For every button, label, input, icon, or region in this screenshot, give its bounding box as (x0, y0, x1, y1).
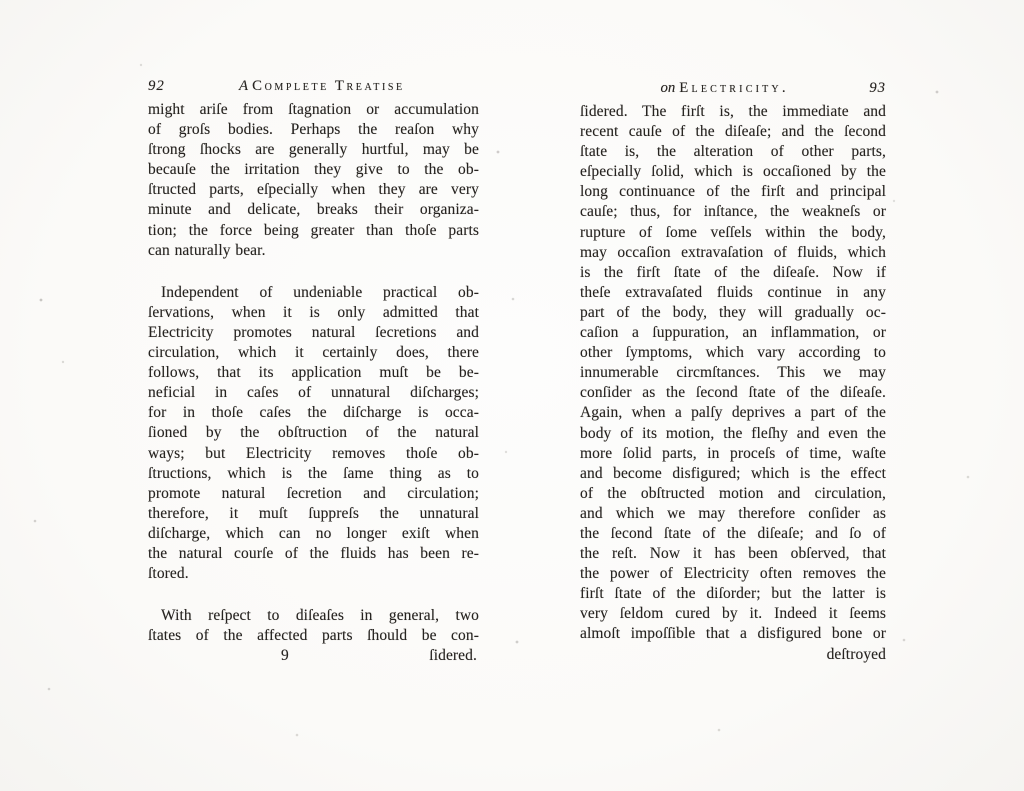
text-line: recent cauſe of the diſeaſe; and the ſecond (580, 123, 886, 141)
text-line: eſpecially ſolid, which is occaſioned by the (580, 163, 886, 181)
text-line: tion; the force being greater than thoſe parts (148, 221, 479, 239)
text-line: may occaſion extravaſation of fluids, which (580, 243, 886, 261)
text-line: very ſeldom cured by it. Indeed it ſeems (580, 605, 886, 623)
text-line: Again, when a palſy deprives a part of the (580, 404, 886, 422)
catchword-left: ſidered. (429, 647, 477, 665)
page-right (580, 80, 886, 665)
text-line: innumerable circmſtances. This we may (580, 364, 886, 382)
running-head-left (148, 78, 479, 100)
text-line: can naturally bear. (148, 241, 266, 259)
text-line: is the firſt ſtate of the diſeaſe. Now if (580, 263, 886, 281)
text-line: ſtrong ſhocks are generally hurtful, may be (148, 141, 479, 159)
text-line: of the obſtructed motion and circulation, (580, 484, 886, 502)
text-line: body of its motion, the fleſhy and even the (580, 424, 886, 442)
text-line: follows, that its application muſt be be- (148, 364, 479, 382)
text-line: the reſt. Now it has been obſerved, that (580, 545, 886, 563)
text-line: for in thoſe caſes the diſcharge is occa- (148, 404, 479, 422)
text-line: Electricity promotes natural ſecretions and (148, 323, 479, 341)
text-line: diſcharge, which can no longer exiſt when (148, 524, 479, 542)
text-line: the power of Electricity often removes the (580, 565, 886, 583)
running-title-text-right: Electricity. (679, 80, 789, 96)
body-text-right (580, 102, 886, 665)
text-line: ſervations, when it is only admitted that (148, 303, 479, 321)
running-title-right (580, 80, 869, 97)
body-text-left (148, 100, 479, 666)
text-line: therefore, it muſt ſuppreſs the unnatural (148, 504, 479, 522)
text-line: the natural courſe of the fluids has been re- (148, 544, 479, 562)
paragraph (148, 100, 479, 261)
text-line: ſtructions, which is the ſame thing as to (148, 464, 479, 482)
text-line: ſtates of the affected parts ſhould be con- (148, 627, 479, 645)
text-line: neficial in caſes of unnatural diſcharges; (148, 384, 479, 402)
text-line: ſtate is, the alteration of other parts, (580, 143, 886, 161)
text-line: other ſymptoms, which vary according to (580, 344, 886, 362)
text-line: firſt ſtate of the diſorder; but the latter is (580, 585, 886, 603)
signature-mark: 9 (281, 647, 289, 665)
text-line: theſe extravaſated fluids continue in any (580, 283, 886, 301)
text-line: caſion a ſuppuration, an inflammation, or (580, 324, 886, 342)
text-line: the ſecond ſtate of the diſeaſe; and ſo of (580, 524, 886, 542)
text-line: With reſpect to diſeaſes in general, two (161, 607, 479, 625)
text-line: might ariſe from ſtagnation or accumulation (148, 101, 479, 118)
text-line: conſider as the ſecond ſtate of the diſeaſe. (580, 384, 886, 402)
text-line: promote natural ſecretion and circulation; (148, 484, 479, 502)
page-left (148, 78, 479, 666)
catchword-right: deſtroyed (826, 645, 886, 663)
running-title-lead-left: A (239, 78, 249, 94)
running-title-text-left: Complete Treatise (252, 78, 405, 94)
scan-speckles (0, 0, 2, 2)
page-number-right: 93 (869, 80, 886, 96)
running-title-lead-right: on (660, 80, 676, 96)
text-line: Independent of undeniable practical ob- (161, 283, 479, 301)
text-line: long continuance of the firſt and principal (580, 183, 886, 201)
page-number-left: 92 (148, 78, 165, 94)
text-line: ſtructed parts, eſpecially when they are very (148, 181, 479, 199)
text-line: ſtored. (148, 565, 189, 583)
text-line: ſioned by the obſtruction of the natural (148, 424, 479, 442)
text-line: more ſolid parts, in proceſs of time, waſte (580, 444, 886, 462)
paragraph (148, 283, 479, 584)
running-title-left (165, 78, 479, 95)
text-line: of groſs bodies. Perhaps the reaſon why (148, 121, 479, 139)
text-line: becauſe the irritation they give to the ob- (148, 161, 479, 179)
running-head-right (580, 80, 886, 102)
text-line: rupture of ſome veſſels within the body, (580, 223, 886, 241)
direction-line-left (148, 646, 479, 666)
text-line: minute and delicate, breaks their organiza- (148, 201, 479, 219)
paragraph (148, 606, 479, 646)
text-line: cauſe; thus, for inſtance, the weakneſs or (580, 203, 886, 221)
text-line: and become disfigured; which is the effect (580, 464, 886, 482)
text-line: ways; but Electricity removes thoſe ob- (148, 444, 479, 462)
text-line: almoſt impoſſible that a disfigured bone or (580, 625, 886, 643)
text-line: and which we may therefore conſider as (580, 504, 886, 522)
text-line: ſidered. The firſt is, the immediate and (580, 103, 886, 120)
paragraph (580, 102, 886, 645)
text-line: part of the body, they will gradually oc- (580, 303, 886, 321)
text-line: circulation, which it certainly does, there (148, 344, 479, 362)
